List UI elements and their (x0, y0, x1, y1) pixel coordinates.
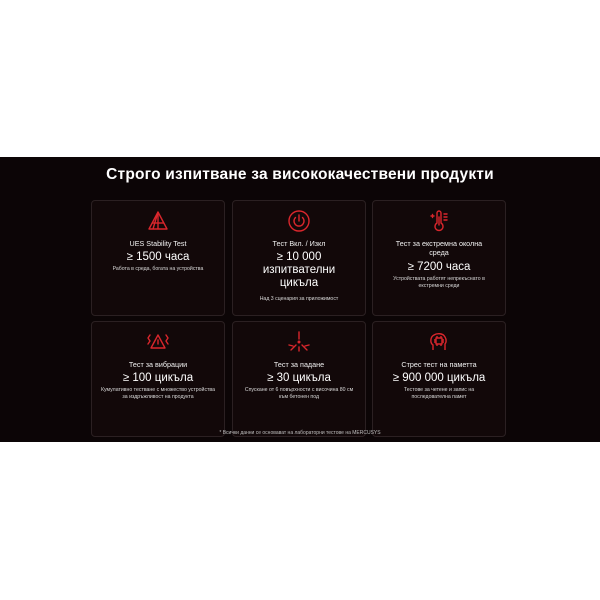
card-value: ≥ 100 цикъла (122, 372, 194, 384)
card-value: ≥ 7200 часа (407, 261, 471, 273)
card-description: Работа в среда, богата на устройства (112, 266, 204, 272)
card-description: Спускане от 6 повърхности с височина 80 см към бетонен под (244, 387, 354, 400)
card-title: Тест за вибрации (128, 360, 188, 369)
card-title: Стрес тест на паметта (401, 360, 477, 369)
brain-memory-icon (427, 330, 451, 354)
pyramid-icon (146, 209, 170, 233)
card-extreme-environment-test (372, 200, 506, 316)
drop-impact-icon (287, 330, 311, 354)
card-description: Устройствата работят непрекъснато в екстремни среди (393, 276, 485, 289)
card-value: ≥ 30 цикъла (267, 372, 331, 384)
thermometer-icon (427, 209, 451, 233)
card-title: UES Stability Test (129, 239, 187, 248)
section-title: Строго изпитване за висококачествени продукти (106, 166, 494, 183)
power-icon (287, 209, 311, 233)
card-stability-test (91, 200, 225, 316)
card-value: ≥ 900 000 цикъла (392, 372, 486, 384)
card-title: Тест за падане (273, 360, 325, 369)
card-title: Тест Вкл. / Изкл (272, 239, 326, 248)
card-memory-stress-test (372, 321, 506, 437)
card-drop-test (232, 321, 366, 437)
footnote: * Всички данни се основават на лабораторни тестове на MERCUSYS (219, 430, 381, 436)
card-value: ≥ 1500 часа (126, 251, 190, 263)
card-title: Тест за екстремна околна среда (395, 239, 483, 257)
vibration-icon (146, 330, 170, 354)
card-description: Над 3 сценария за приложимост (259, 296, 339, 302)
card-power-cycle-test (232, 200, 366, 316)
card-vibration-test (91, 321, 225, 437)
card-description: Тестове за четене и запис на последователна памет (403, 387, 475, 400)
card-description: Кумулативно тестване с множество устройства за издръжливост на продукта (101, 387, 215, 400)
card-value: ≥ 10 000 изпитвателни цикъла (262, 251, 336, 289)
